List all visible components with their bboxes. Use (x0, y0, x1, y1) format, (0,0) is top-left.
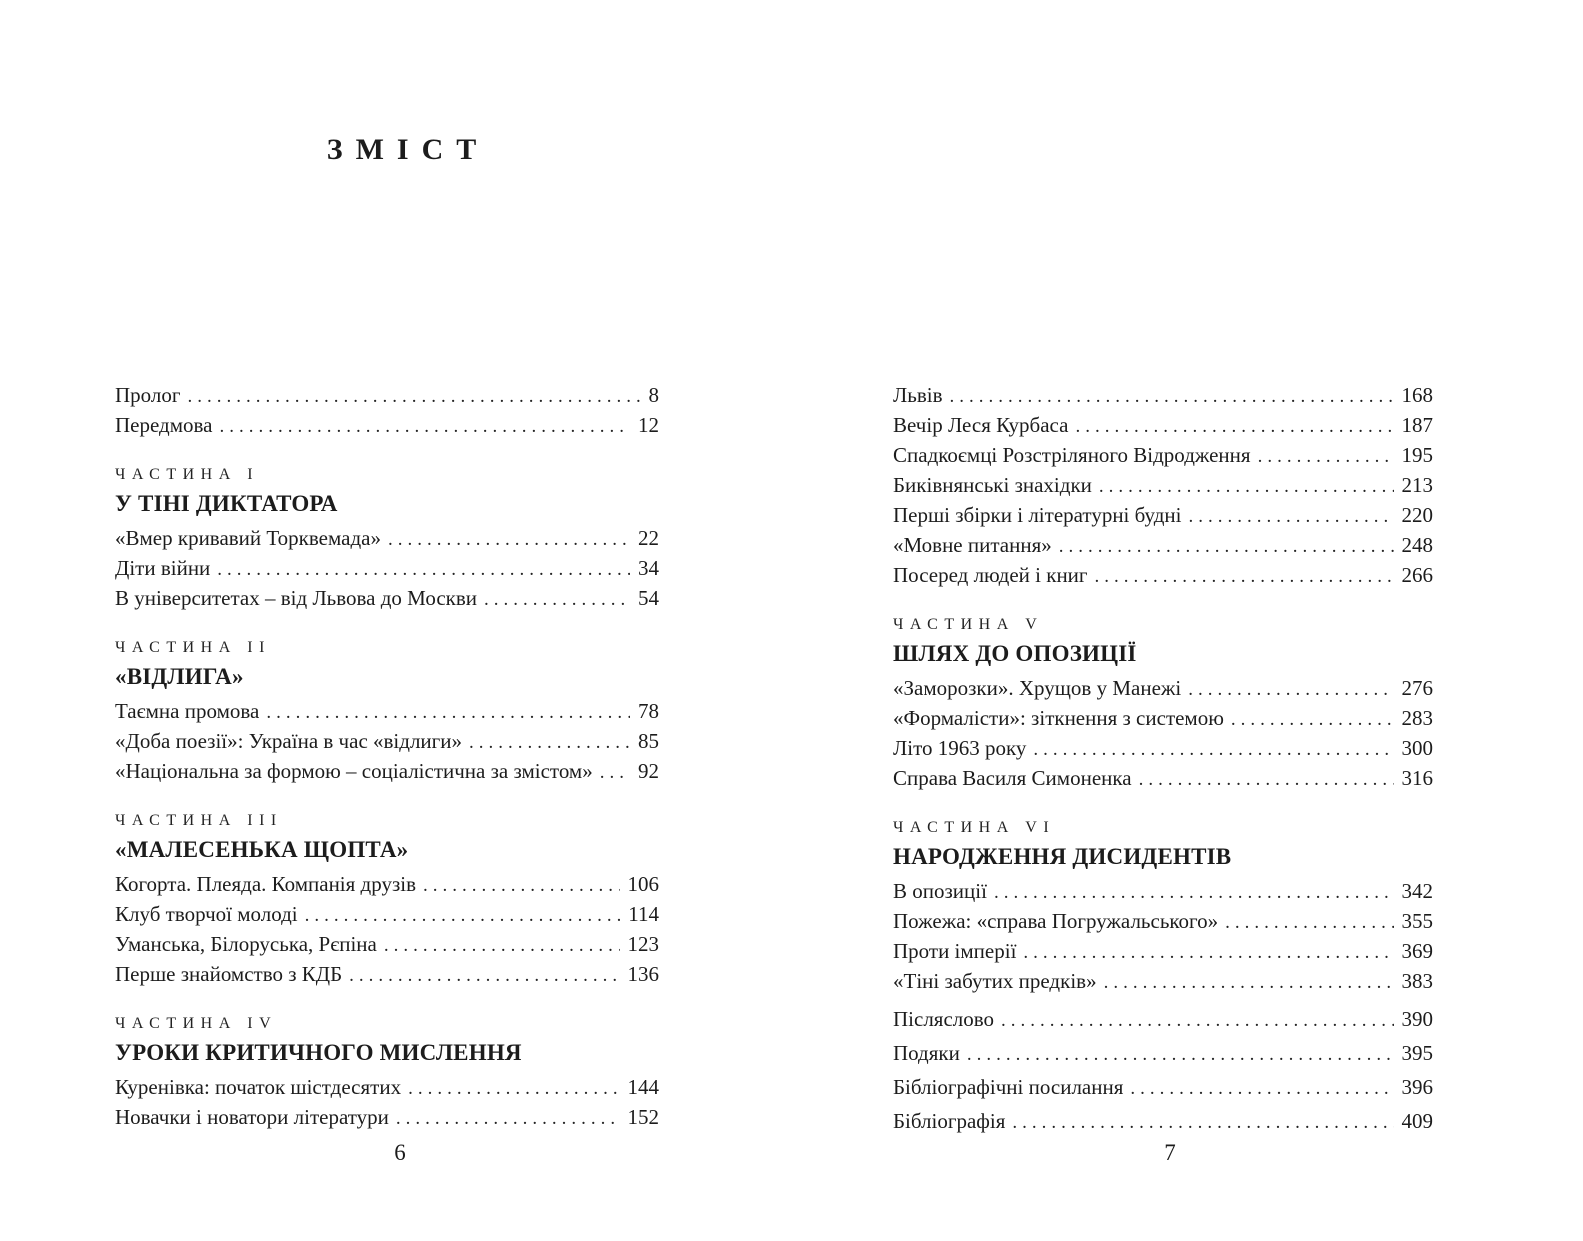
section-entries (115, 1073, 659, 1133)
toc-entry (893, 411, 1433, 441)
toc-entry (115, 524, 659, 554)
entry-page: 300 (1401, 736, 1433, 760)
entry-title: «Національна за формою – соціалістична за змістом» (115, 759, 593, 783)
toc-column-right (893, 381, 1433, 1139)
entry-title: Подяки (893, 1041, 960, 1065)
entry-title: Пожежа: «справа Погружальського» (893, 909, 1219, 933)
dot-leader (950, 381, 1394, 411)
dot-leader (396, 1103, 620, 1133)
dot-leader (384, 930, 620, 960)
dot-leader (1104, 967, 1394, 997)
entry-page: 316 (1401, 766, 1433, 790)
section-entries (115, 870, 659, 990)
toc-entry (893, 967, 1433, 997)
entry-page: 144 (627, 1075, 659, 1099)
toc-entry (893, 1071, 1433, 1105)
part-label: ЧАСТИНА V (893, 616, 1044, 633)
toc-entry (893, 907, 1433, 937)
dot-leader (1188, 674, 1393, 704)
entry-page: 195 (1401, 443, 1433, 467)
entry-title: Новачки і новатори літератури (115, 1105, 389, 1129)
entry-title: Вечір Леся Курбаса (893, 413, 1069, 437)
toc-entry (893, 764, 1433, 794)
toc-section-part-1 (115, 460, 659, 614)
dot-leader (1095, 561, 1394, 591)
entry-page: 152 (627, 1105, 659, 1129)
toc-entry (893, 561, 1433, 591)
toc-entry (115, 960, 659, 990)
entry-title: «Вмер кривавий Торквемада» (115, 526, 381, 550)
entry-page: 355 (1401, 909, 1433, 933)
entry-page: 123 (627, 932, 659, 956)
toc-entry (893, 471, 1433, 501)
entry-page: 220 (1401, 503, 1433, 527)
entry-title: Бібліографія (893, 1109, 1006, 1133)
toc-entry (115, 930, 659, 960)
entry-title: В університетах – від Львова до Москви (115, 586, 478, 610)
dot-leader (600, 757, 630, 787)
section-entries (115, 697, 659, 787)
entry-title: Післяслово (893, 1007, 995, 1031)
part-heading: УРОКИ КРИТИЧНОГО МИСЛЕННЯ (115, 1040, 522, 1065)
entry-page: 54 (638, 586, 659, 610)
entry-page: 342 (1401, 879, 1433, 903)
toc-entry (893, 674, 1433, 704)
entry-title: «Мовне питання» (893, 533, 1052, 557)
dot-leader (1023, 937, 1393, 967)
toc-entry (893, 1037, 1433, 1071)
entry-title: Літо 1963 року (893, 736, 1027, 760)
entry-page: 85 (638, 729, 659, 753)
toc-entry (893, 1105, 1433, 1139)
toc-entry (115, 1103, 659, 1133)
toc-section-part-4 (115, 1009, 659, 1133)
entry-page: 136 (627, 962, 659, 986)
entry-title: Посеред людей і книг (893, 563, 1088, 587)
section-entries (115, 524, 659, 614)
dot-leader (1130, 1071, 1393, 1105)
dot-leader (484, 584, 630, 614)
toc-entry (893, 1003, 1433, 1037)
toc-entry (115, 381, 659, 411)
entry-title: «Тіні забутих предків» (893, 969, 1097, 993)
toc-entry (893, 704, 1433, 734)
entry-title: Биківнянські знахідки (893, 473, 1092, 497)
dot-leader (469, 727, 630, 757)
toc-entry (893, 734, 1433, 764)
toc-section-part-2 (115, 633, 659, 787)
entry-page: 34 (638, 556, 659, 580)
dot-leader (1225, 907, 1393, 937)
toc-entry (115, 757, 659, 787)
toc-entry (115, 584, 659, 614)
dot-leader (1033, 734, 1393, 764)
entry-page: 168 (1401, 383, 1433, 407)
contents-title: ЗМІСТ (326, 133, 490, 166)
entry-page: 383 (1401, 969, 1433, 993)
entry-title: Перші збірки і літературні будні (893, 503, 1182, 527)
dot-leader (349, 960, 619, 990)
entry-title: «Формалісти»: зіткнення з системою (893, 706, 1224, 730)
toc-column-left (115, 381, 659, 1133)
entry-title: Таємна промова (115, 699, 260, 723)
entry-title: Перше знайомство з КДБ (115, 962, 343, 986)
part-label: ЧАСТИНА II (115, 639, 271, 656)
entry-title: Уманська, Білоруська, Рєпіна (115, 932, 377, 956)
entry-page: 22 (638, 526, 659, 550)
entry-title: Передмова (115, 413, 213, 437)
entry-title: Справа Василя Симоненка (893, 766, 1132, 790)
part-heading: «МАЛЕСЕНЬКА ЩОПТА» (115, 837, 409, 862)
entry-title: Куренівка: початок шістдесятих (115, 1075, 402, 1099)
dot-leader (1188, 501, 1393, 531)
toc-entry (893, 501, 1433, 531)
part-heading: ШЛЯХ ДО ОПОЗИЦІЇ (893, 641, 1137, 666)
toc-section-part-5 (893, 610, 1433, 794)
part-heading: У ТІНІ ДИКТАТОРА (115, 491, 338, 516)
section-entries (893, 877, 1433, 997)
dot-leader (219, 411, 630, 441)
toc-entry (115, 727, 659, 757)
entry-title: «Заморозки». Хрущов у Манежі (893, 676, 1182, 700)
toc-entry (115, 411, 659, 441)
entry-page: 276 (1401, 676, 1433, 700)
dot-leader (994, 877, 1394, 907)
part-label: ЧАСТИНА IV (115, 1015, 278, 1032)
dot-leader (1075, 411, 1393, 441)
dot-leader (388, 524, 630, 554)
dot-leader (305, 900, 621, 930)
dot-leader (1012, 1105, 1393, 1139)
page-number-left: 6 (394, 1140, 406, 1165)
entry-page: 78 (638, 699, 659, 723)
part-heading: НАРОДЖЕННЯ ДИСИДЕНТІВ (893, 844, 1232, 869)
toc-entry (115, 870, 659, 900)
entry-title: Бібліографічні посилання (893, 1075, 1124, 1099)
entry-title: Когорта. Плеяда. Компанія друзів (115, 872, 417, 896)
toc-entry (893, 441, 1433, 471)
entry-title: Львів (893, 383, 943, 407)
page-number-right: 7 (1164, 1140, 1176, 1165)
entry-page: 92 (638, 759, 659, 783)
entry-page: 187 (1401, 413, 1433, 437)
entry-page: 390 (1401, 1007, 1433, 1031)
entry-title: Проти імперії (893, 939, 1017, 963)
toc-entry (115, 554, 659, 584)
entry-title: Клуб творчої молоді (115, 902, 298, 926)
toc-section-part-6 (893, 813, 1433, 997)
toc-entry (893, 937, 1433, 967)
entry-page: 114 (628, 902, 659, 926)
toc-section-part-3 (115, 806, 659, 990)
dot-leader (1258, 441, 1394, 471)
entry-page: 106 (627, 872, 659, 896)
part-label: ЧАСТИНА VI (893, 819, 1056, 836)
dot-leader (1231, 704, 1394, 734)
dot-leader (1059, 531, 1394, 561)
dot-leader (408, 1073, 619, 1103)
toc-back-matter (893, 1003, 1433, 1139)
toc-entry (115, 697, 659, 727)
entry-title: Спадкоємці Розстріляного Відродження (893, 443, 1251, 467)
toc-entry (893, 531, 1433, 561)
entry-page: 395 (1401, 1041, 1433, 1065)
dot-leader (967, 1037, 1394, 1071)
entry-page: 266 (1401, 563, 1433, 587)
entry-title: Пролог (115, 383, 181, 407)
part-label: ЧАСТИНА III (115, 812, 283, 829)
toc-entry (893, 877, 1433, 907)
dot-leader (187, 381, 640, 411)
entry-page: 12 (638, 413, 659, 437)
part-heading: «ВІДЛИГА» (115, 664, 244, 689)
section-entries (893, 674, 1433, 794)
entry-page: 248 (1401, 533, 1433, 557)
entry-title: В опозиції (893, 879, 987, 903)
dot-leader (1099, 471, 1394, 501)
dot-leader (266, 697, 630, 727)
entry-page: 8 (648, 383, 659, 407)
part-label: ЧАСТИНА I (115, 466, 260, 483)
toc-entry (115, 900, 659, 930)
entry-page: 409 (1401, 1109, 1433, 1133)
entry-title: «Доба поезії»: Україна в час «відлиги» (115, 729, 463, 753)
dot-leader (217, 554, 630, 584)
toc-entry (115, 1073, 659, 1103)
entry-page: 369 (1401, 939, 1433, 963)
dot-leader (1139, 764, 1394, 794)
entry-title: Діти війни (115, 556, 211, 580)
entry-page: 396 (1401, 1075, 1433, 1099)
entry-page: 283 (1401, 706, 1433, 730)
entry-page: 213 (1401, 473, 1433, 497)
toc-entry (893, 381, 1433, 411)
dot-leader (1001, 1003, 1393, 1037)
dot-leader (423, 870, 619, 900)
